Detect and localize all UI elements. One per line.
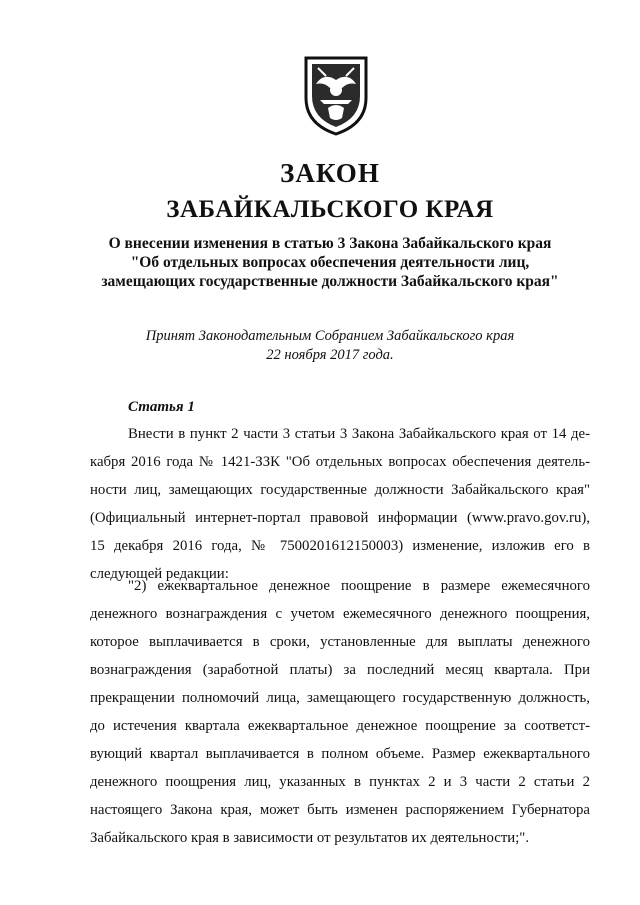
subtitle-line: О внесении изменения в статью 3 Закона Забайкальского края <box>108 235 552 252</box>
text-line: которое выплачивается в сроки, установленные для выплаты денежного <box>90 634 590 650</box>
text-line: до истечения квартала ежеквартальное денежное поощрение за соответст- <box>90 718 590 734</box>
subtitle-line: "Об отдельных вопросах обеспечения деятельности лиц, <box>130 254 530 271</box>
article-paragraph-1 <box>90 420 590 588</box>
adoption-date: 22 ноября 2017 года. <box>266 347 394 363</box>
text-line: следующей редакции: <box>90 566 229 582</box>
text-line: "2) ежеквартальное денежное поощрение в размере ежемесячного <box>128 578 590 594</box>
coat-of-arms-icon <box>298 54 374 136</box>
adoption-note <box>90 327 570 365</box>
text-line: 15 декабря 2016 года, № 7500201612150003) изменение, изложив его в <box>90 538 590 554</box>
text-line: денежного вознаграждения с учетом ежемесячного денежного поощрения, <box>90 606 590 622</box>
text-line: Внести в пункт 2 части 3 статьи 3 Закона Забайкальского края от 14 де- <box>128 426 590 442</box>
text-line: кабря 2016 года № 1421-ЗЗК "Об отдельных вопросах обеспечения деятель- <box>90 454 590 470</box>
article-paragraph-2 <box>90 572 590 852</box>
law-region-title: ЗАБАЙКАЛЬСКОГО КРАЯ <box>166 196 494 223</box>
law-subtitle <box>80 234 580 291</box>
article-heading: Статья 1 <box>128 399 195 415</box>
text-line: (Официальный интернет-портал правовой информации (www.pravo.gov.ru), <box>90 510 590 526</box>
text-line: прекращении полномочий лица, замещающего государственную должность, <box>90 690 590 706</box>
text-line: ности лиц, замещающих государственные должности Забайкальского края" <box>90 482 590 498</box>
subtitle-line: замещающих государственные должности Забайкальского края" <box>101 273 559 290</box>
text-line: Забайкальского края в зависимости от результатов их деятельности;". <box>90 830 530 846</box>
text-line: вующий квартал выплачивается в полном объеме. Размер ежеквартального <box>90 746 590 762</box>
text-line: настоящего Закона края, может быть изменен распоряжением Губернатора <box>90 802 590 818</box>
text-line: денежного поощрения лиц, указанных в пунктах 2 и 3 части 2 статьи 2 <box>90 774 590 790</box>
law-title: ЗАКОН <box>280 158 380 188</box>
adoption-line: Принят Законодательным Собранием Забайкальского края <box>145 328 515 344</box>
text-line: вознаграждения (заработной платы) за последний месяц квартала. При <box>90 662 590 678</box>
